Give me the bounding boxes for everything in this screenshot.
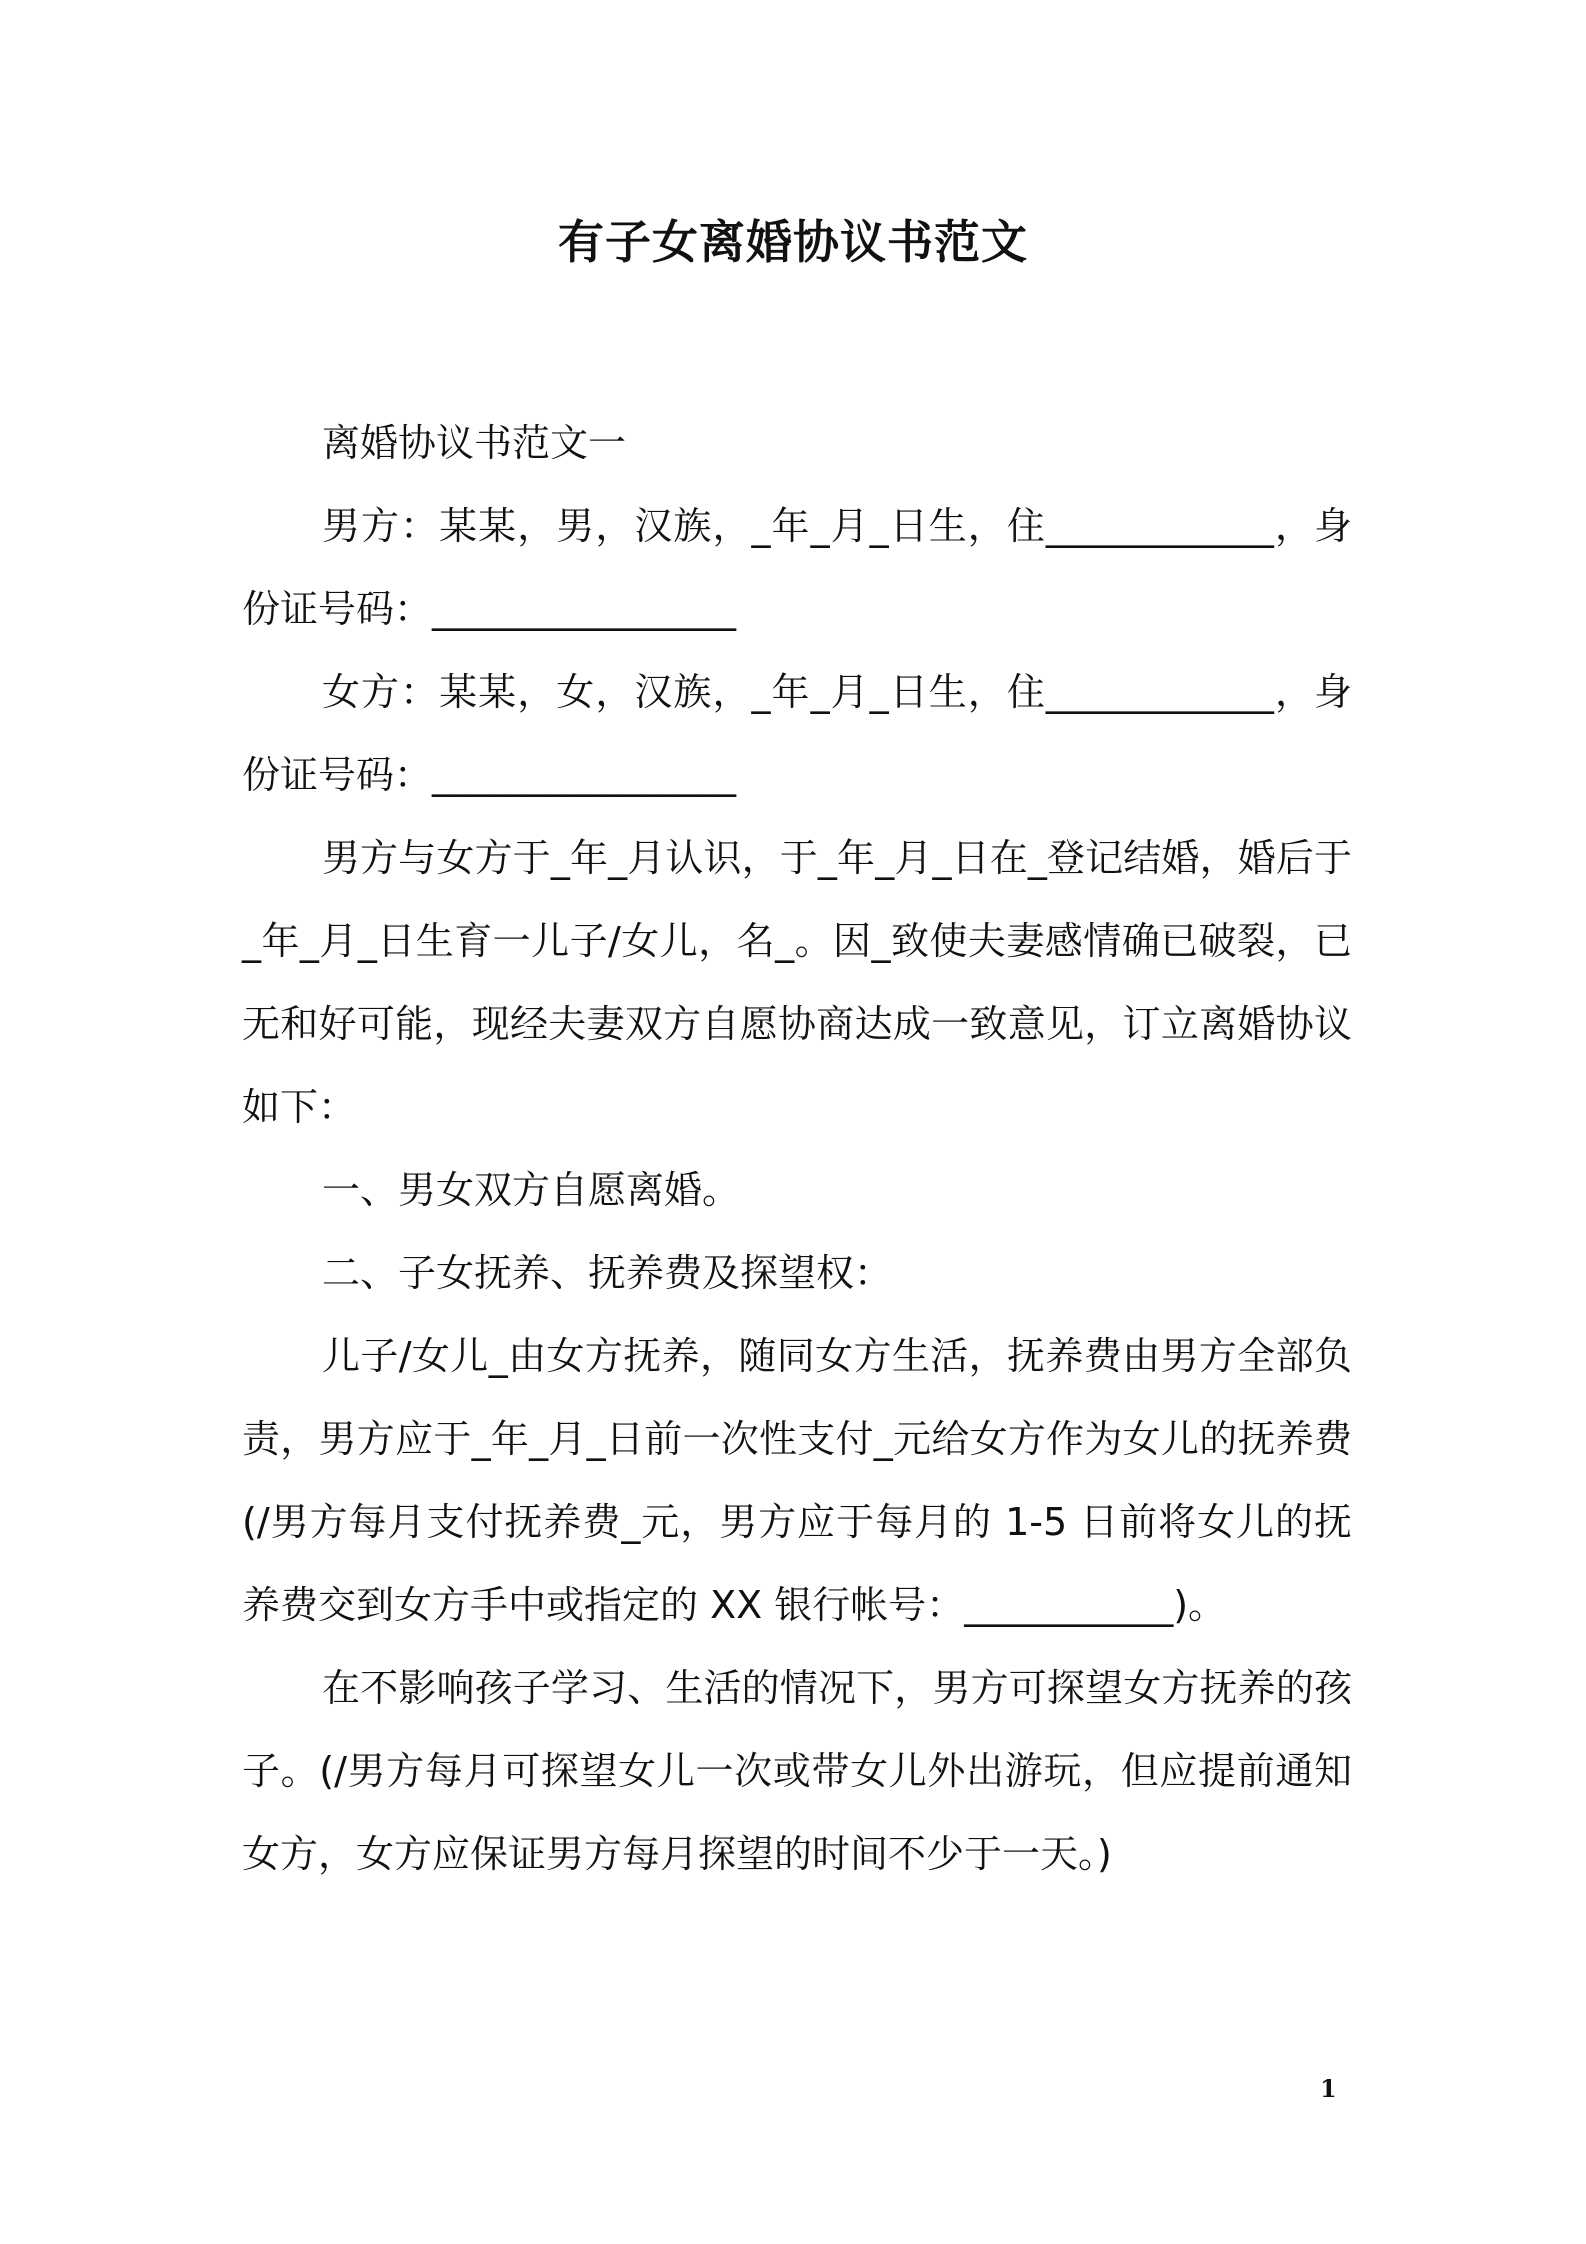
paragraph-female-party: 女方：某某，女，汉族，_年_月_日生，住____________，身份证号码：________________ xyxy=(242,670,1352,797)
document-title: 有子女离婚协议书范文 xyxy=(558,215,1028,269)
section-heading: 离婚协议书范文一 xyxy=(322,421,627,465)
paragraph-marriage-background: 男方与女方于_年_月认识，于_年_月_日在_登记结婚，婚后于_年_月_日生育一儿子/女儿，名_。因_致使夫妻感情确已破裂，已无和好可能，现经夫妻双方自愿协商达成一致意见，订立离婚协议如下： xyxy=(242,836,1352,1129)
clause-one: 一、男女双方自愿离婚。 xyxy=(322,1168,741,1212)
paragraph-male-party: 男方：某某，男，汉族，_年_月_日生，住____________，身份证号码：________________ xyxy=(242,504,1352,631)
paragraph-child-support: 儿子/女儿_由女方抚养，随同女方生活，抚养费由男方全部负责，男方应于_年_月_日前一次性支付_元给女方作为女儿的抚养费(/男方每月支付抚养费_元，男方应于每月的 1-5 日前将女儿的抚养费交到女方手中或指定的 XX 银行帐号：___________)。 xyxy=(242,1334,1352,1627)
paragraph-visitation: 在不影响孩子学习、生活的情况下，男方可探望女方抚养的孩子。(/男方每月可探望女儿一次或带女儿外出游玩，但应提前通知女方，女方应保证男方每月探望的时间不少于一天。) xyxy=(242,1666,1352,1876)
clause-two-heading: 二、子女抚养、抚养费及探望权： xyxy=(322,1251,893,1295)
page-number: 1 xyxy=(1320,2074,1337,2103)
document-body xyxy=(242,402,1352,1896)
